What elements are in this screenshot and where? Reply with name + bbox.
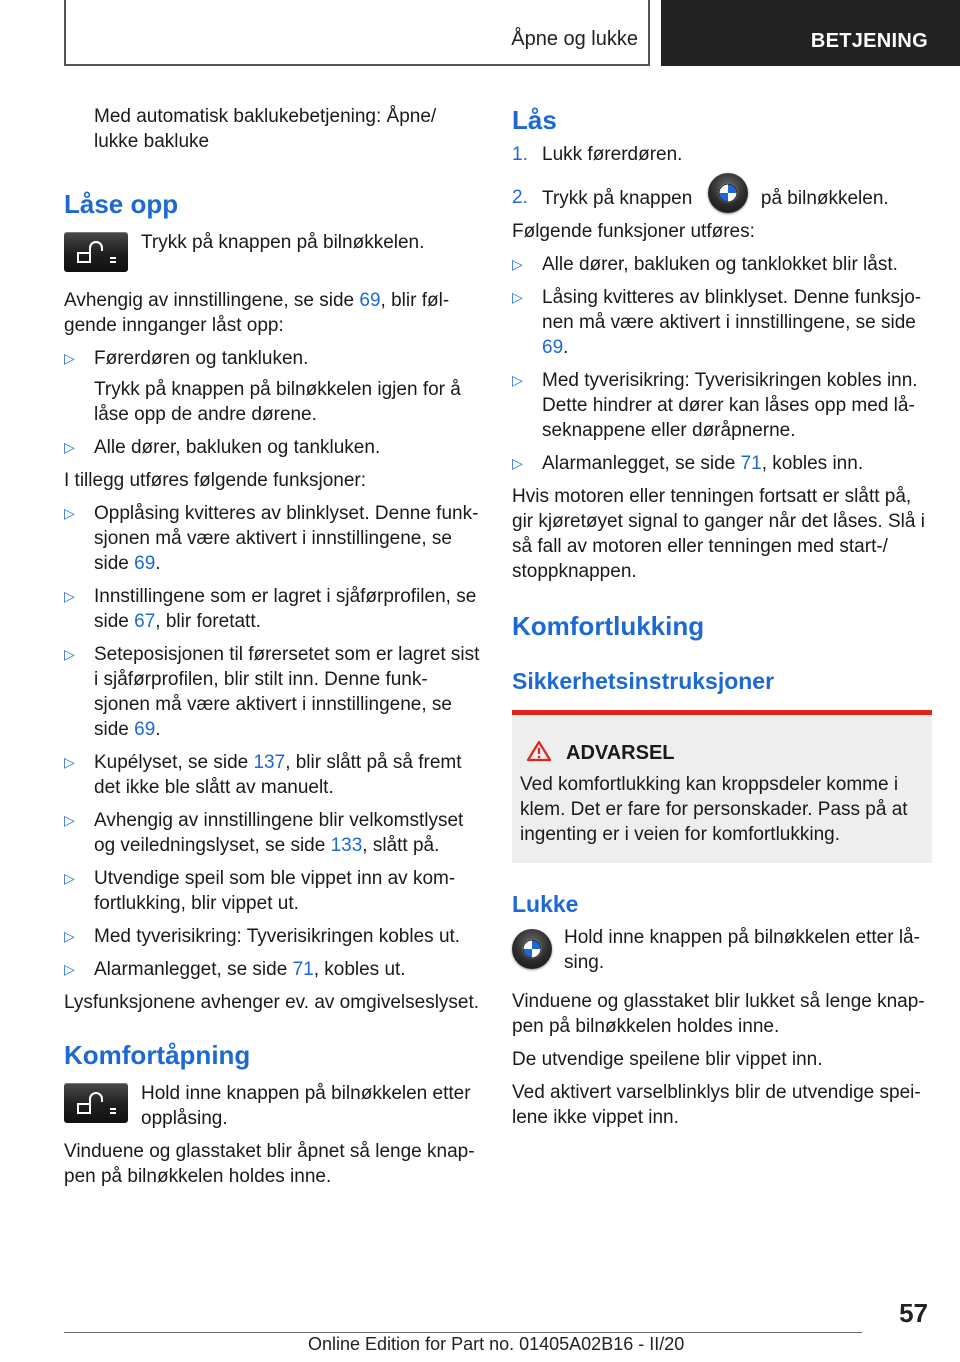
close-paragraph-1: Vinduene og glasstaket blir lukket så lenge knap-pen på bilnøkkelen holdes inne.: [512, 991, 925, 1037]
close-paragraph-3: Ved aktivert varselblinklys blir de utvendige spei-lene ikke vippet inn.: [512, 1082, 921, 1128]
lock-paragraph-2: Hvis motoren eller tenningen fortsatt er slått på, gir kjøretøyet signal to ganger når det låses. Slå i så fall av motoren eller tenningen med start-/ stoppknappen.: [512, 486, 925, 582]
warning-box: [512, 710, 932, 863]
list-item: ▷ Seteposisjonen til førersetet som er lagret sist i sjåførprofilen, blir stilt inn. Denne funk-sjonen må være aktivert i innstillingene, se side 69.: [64, 644, 480, 740]
list-item: ▷ Alarmanlegget, se side 71, kobles ut.: [64, 959, 406, 980]
list-item: ▷ Alarmanlegget, se side 71, kobles inn.: [512, 453, 864, 474]
page-link-133[interactable]: 133: [330, 835, 363, 856]
list-item: ▷ Alle dører, bakluken og tanklokket blir låst.: [512, 254, 898, 275]
chapter-title: Åpne og lukke: [511, 28, 638, 50]
triangle-bullet-icon: ▷: [512, 455, 523, 471]
comfort-open-paragraph: Vinduene og glasstaket blir åpnet så lenge knap-pen på bilnøkkelen holdes inne.: [64, 1141, 475, 1187]
list-item: ▷ Alle dører, bakluken og tankluken.: [64, 437, 381, 458]
triangle-bullet-icon: ▷: [512, 256, 523, 272]
list-item: ▷ Innstillingene som er lagret i sjåførprofilen, se side 67, blir foretatt.: [64, 586, 477, 632]
bmw-key-button-icon: [708, 173, 748, 213]
triangle-bullet-icon: ▷: [64, 646, 75, 662]
step-number: 2.: [512, 187, 528, 208]
triangle-bullet-icon: ▷: [64, 754, 75, 770]
triangle-bullet-icon: ▷: [64, 505, 75, 521]
close-key-text: Hold inne knappen på bilnøkkelen etter lå-sing.: [564, 927, 920, 973]
header-left-border: [64, 0, 66, 66]
triangle-bullet-icon: ▷: [64, 350, 75, 366]
right-column: [512, 104, 932, 1138]
page-link-137[interactable]: 137: [253, 752, 286, 773]
heading-safety-instructions: Sikkerhetsinstruksjoner: [512, 668, 775, 694]
heading-close: Lukke: [512, 891, 579, 917]
list-item: ▷ Kupélyset, se side 137, blir slått på så fremt det ikke ble slått av manuelt.: [64, 752, 462, 798]
close-key-row: [512, 925, 932, 981]
comfort-open-key-row: [64, 1081, 482, 1131]
page-link-69[interactable]: 69: [134, 719, 156, 740]
edition-text: Online Edition for Part no. 01405A02B16 - II/20: [308, 1334, 685, 1354]
page-link-71[interactable]: 71: [740, 453, 762, 474]
triangle-bullet-icon: ▷: [64, 870, 75, 886]
triangle-bullet-icon: ▷: [512, 289, 523, 305]
footer-rule: [64, 1332, 862, 1333]
list-item: ▷ Med tyverisikring: Tyverisikringen kobles ut.: [64, 926, 461, 947]
list-item: ▷ Avhengig av innstillingene blir velkomstlyset og veiledningslyset, se side 133, slått på.: [64, 810, 464, 856]
unlock-paragraph-3: Lysfunksjonene avhenger ev. av omgivelseslyset.: [64, 992, 480, 1013]
lock-paragraph-1: Følgende funksjoner utføres:: [512, 221, 755, 242]
left-column: [64, 104, 482, 1197]
list-item: ▷ Utvendige speil som ble vippet inn av kom-fortlukking, blir vippet ut.: [64, 868, 456, 914]
triangle-bullet-icon: ▷: [512, 372, 523, 388]
warning-text: Ved komfortlukking kan kroppsdeler komme i klem. Det er fare for personskader. Pass på at ingenting er i veien for komfortlukking.: [520, 774, 908, 845]
comfort-open-key-text: Hold inne knappen på bilnøkkelen etter opplåsing.: [141, 1083, 471, 1129]
heading-comfort-close: Komfortlukking: [512, 611, 705, 641]
page-link-69[interactable]: 69: [134, 553, 156, 574]
list-item: ▷ Med tyverisikring: Tyverisikringen kobles inn. Dette hindrer at dører kan låses opp med lå-seknappene eller døråpnerne.: [512, 370, 918, 441]
unlock-key-row: [64, 230, 482, 280]
triangle-bullet-icon: ▷: [64, 812, 75, 828]
list-item: ▷ Førerdøren og tankluken. Trykk på knappen på bilnøkkelen igjen for å låse opp de andre dørene.: [64, 348, 461, 425]
step-item: 1. Lukk førerdøren.: [512, 144, 683, 165]
heading-lock: Lås: [512, 105, 557, 135]
triangle-bullet-icon: ▷: [64, 439, 75, 455]
unlock-paragraph-1: Avhengig av innstillingene, se side 69, blir føl-gende innganger låst opp:: [64, 290, 450, 336]
list-item: ▷ Opplåsing kvitteres av blinklyset. Denne funk-sjonen må være aktivert i innstillingene, se side 69.: [64, 503, 479, 574]
page-number: 57: [899, 1298, 928, 1328]
header-underline: [64, 64, 650, 66]
close-paragraph-2: De utvendige speilene blir vippet inn.: [512, 1049, 823, 1070]
heading-unlock: Låse opp: [64, 189, 179, 219]
heading-comfort-open: Komfortåpning: [64, 1040, 251, 1070]
page-link-69[interactable]: 69: [542, 337, 564, 358]
bmw-key-button-icon: [512, 929, 552, 969]
page-link-69[interactable]: 69: [359, 290, 381, 311]
unlock-button-icon: [64, 1083, 128, 1123]
triangle-bullet-icon: ▷: [64, 961, 75, 977]
step-item: 2. Trykk på knappen på bilnøkkelen.: [512, 185, 932, 213]
section-tab: [661, 0, 960, 66]
unlock-key-text: Trykk på knappen på bilnøkkelen.: [141, 232, 425, 253]
triangle-bullet-icon: ▷: [64, 588, 75, 604]
list-item: ▷ Låsing kvitteres av blinklyset. Denne funksjo-nen må være aktivert i innstillingene, se side 69.: [512, 287, 922, 358]
unlock-paragraph-2: I tillegg utføres følgende funksjoner:: [64, 470, 367, 491]
unlock-button-icon: [64, 232, 128, 272]
warning-title: ADVARSEL: [566, 741, 924, 766]
intro-text: Med automatisk baklukebetjening: Åpne/ lukke bakluke: [94, 106, 437, 152]
step-number: 1.: [512, 144, 528, 165]
warning-triangle-icon: [526, 740, 552, 769]
header-right-border: [648, 0, 650, 66]
page-link-67[interactable]: 67: [134, 611, 156, 632]
triangle-bullet-icon: ▷: [64, 928, 75, 944]
section-tab-label: BETJENING: [810, 30, 928, 52]
page-link-71[interactable]: 71: [292, 959, 314, 980]
